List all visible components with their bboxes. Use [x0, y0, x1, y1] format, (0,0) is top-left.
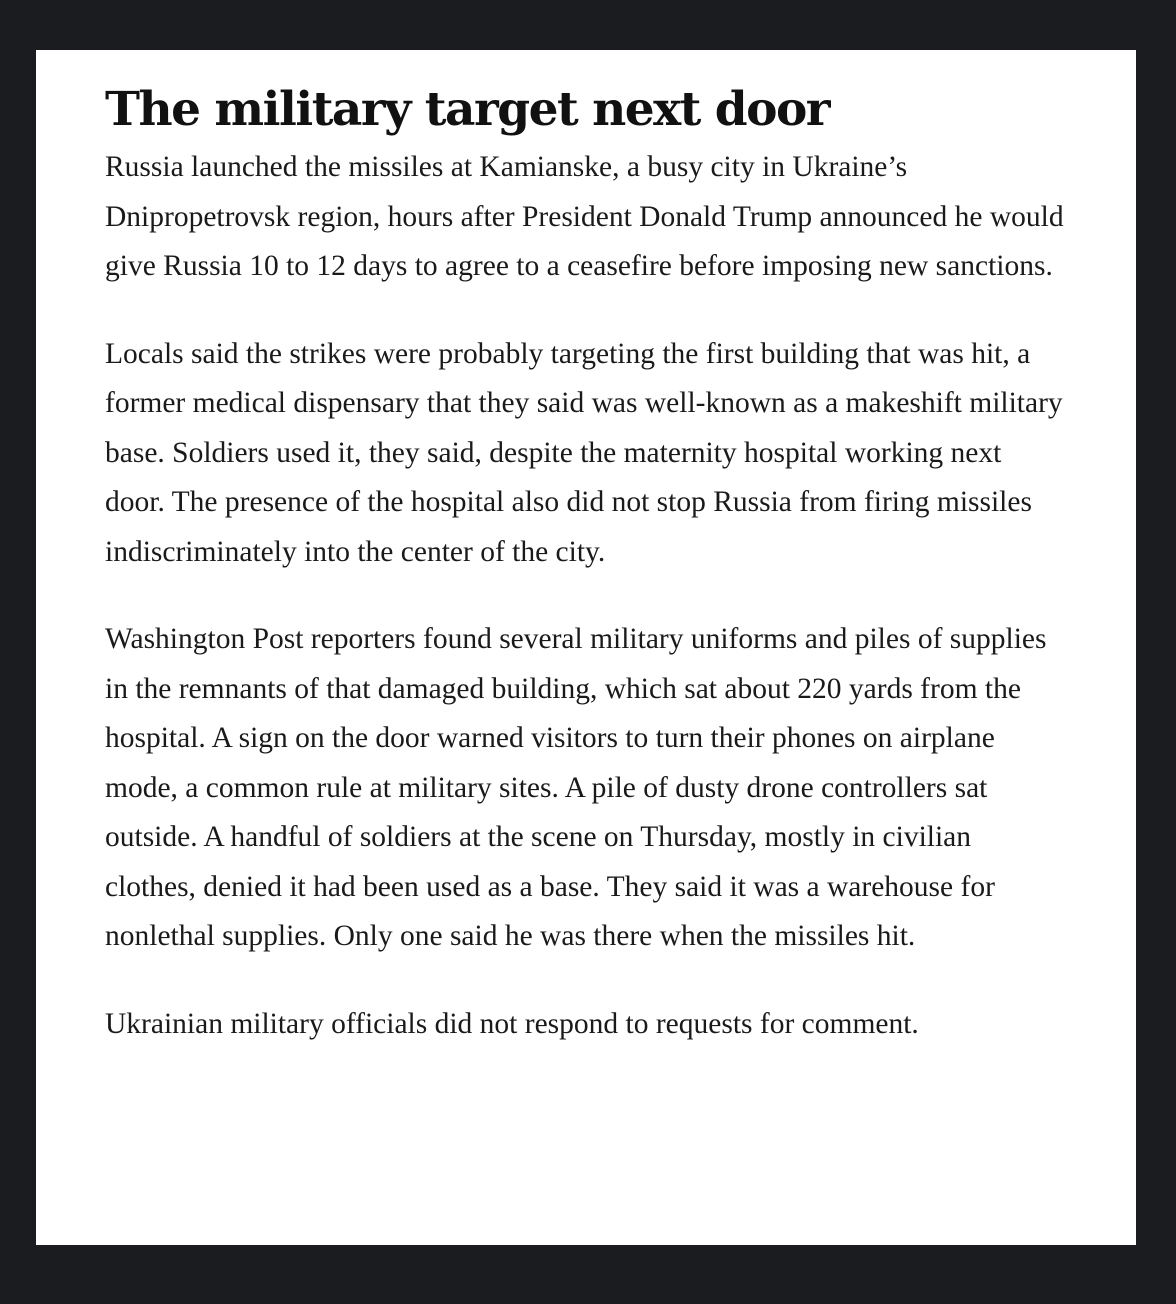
- article-paragraph-2: Locals said the strikes were probably targeting the first building that was hit, a former medical dispensary that they said was well-known as a makeshift military base. Soldiers used it, they said, despite the maternity hospital working next door. The presence of the hospital also did not stop Russia from firing missiles indiscriminately into the center of the city.: [105, 337, 1063, 568]
- article-paragraph-4: Ukrainian military officials did not respond to requests for comment.: [105, 1007, 919, 1040]
- article-headline: The military target next door: [105, 82, 830, 137]
- article-card: [36, 50, 1136, 1245]
- article-paragraph-3: Washington Post reporters found several military uniforms and piles of supplies in the remnants of that damaged building, which sat about 220 yards from the hospital. A sign on the door warned visitors to turn their phones on airplane mode, a common rule at military sites. A pile of dusty drone controllers sat outside. A handful of soldiers at the scene on Thursday, mostly in civilian clothes, denied it had been used as a base. They said it was a warehouse for nonlethal supplies. Only one said he was there when the missiles hit.: [105, 623, 1047, 952]
- article-paragraph-1: Russia launched the missiles at Kamianske, a busy city in Ukraine’s Dnipropetrovsk region, hours after President Donald Trump announced he would give Russia 10 to 12 days to agree to a ceasefire before imposing new sanctions.: [105, 151, 1064, 282]
